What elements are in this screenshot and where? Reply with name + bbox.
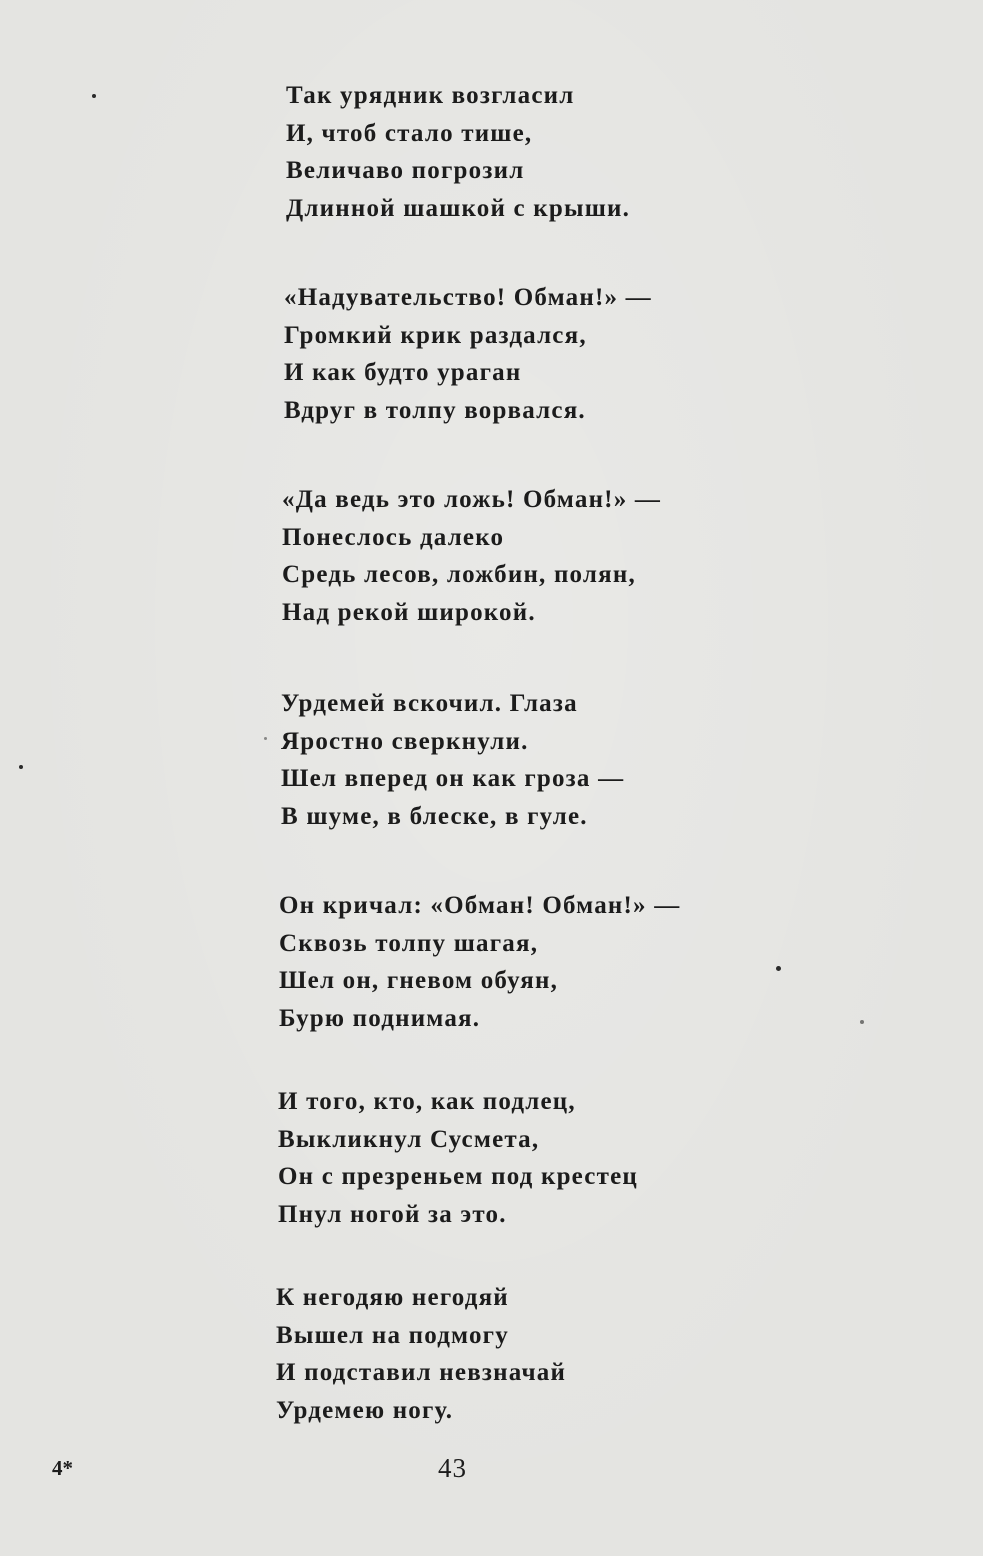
poem-line: «Надувательство! Обман!» — <box>284 284 652 311</box>
poem-line: Шел он, гневом обуян, <box>279 967 559 994</box>
scan-speck <box>264 737 267 740</box>
scan-speck <box>860 1020 864 1024</box>
poem-line: Пнул ногой за это. <box>278 1200 507 1228</box>
stanza-7 <box>276 1279 566 1429</box>
poem-line: Понеслось далеко <box>282 523 505 551</box>
poem-line: Над рекой широкой. <box>282 598 536 626</box>
poem-line: «Да ведь это ложь! Обман!» — <box>282 486 662 513</box>
stanza-6 <box>278 1083 638 1233</box>
poem-line: В шуме, в блеске, в гуле. <box>281 802 588 830</box>
poem-line: Величаво погрозил <box>286 157 525 184</box>
poem-line: Длинной шашкой с крыши. <box>286 194 631 222</box>
poem-line: Громкий крик раздался, <box>284 321 587 349</box>
poem-line: Сквозь толпу шагая, <box>279 929 539 957</box>
poem-line: И подставил невзначай <box>276 1359 567 1386</box>
poem-line: И как будто ураган <box>284 359 522 386</box>
signature-mark: 4* <box>52 1456 73 1480</box>
poem-line: Яростно сверкнули. <box>281 727 529 755</box>
poem-line: К негодяю негодяй <box>276 1284 509 1311</box>
poem-line: И того, кто, как подлец, <box>278 1088 576 1115</box>
poem-line: Бурю поднимая. <box>279 1004 481 1032</box>
poem-line: Он с презреньем под крестец <box>278 1163 638 1190</box>
poem-line: Выкликнул Сусмета, <box>278 1125 540 1153</box>
stanza-4 <box>281 685 624 835</box>
poem-line: Вдруг в толпу ворвался. <box>284 396 586 424</box>
poem-line: Шел вперед он как гроза — <box>281 765 625 792</box>
poem-line: Он кричал: «Обман! Обман!» — <box>279 892 681 919</box>
stanza-2 <box>284 279 652 429</box>
scan-speck <box>92 94 96 98</box>
poem-line: Урдемей вскочил. Глаза <box>281 690 578 717</box>
scan-speck <box>776 966 781 971</box>
poem-line: И, чтоб стало тише, <box>286 119 533 147</box>
stanza-5 <box>279 887 680 1037</box>
poem-line: Урдемею ногу. <box>276 1396 454 1424</box>
poem-line: Так урядник возгласил <box>286 82 575 109</box>
poem-line: Вышел на подмогу <box>276 1321 509 1349</box>
scan-speck <box>19 765 23 769</box>
page-number: 43 <box>438 1453 467 1483</box>
stanza-3 <box>282 481 661 631</box>
stanza-1 <box>286 77 630 227</box>
poem-line: Средь лесов, ложбин, полян, <box>282 561 636 588</box>
